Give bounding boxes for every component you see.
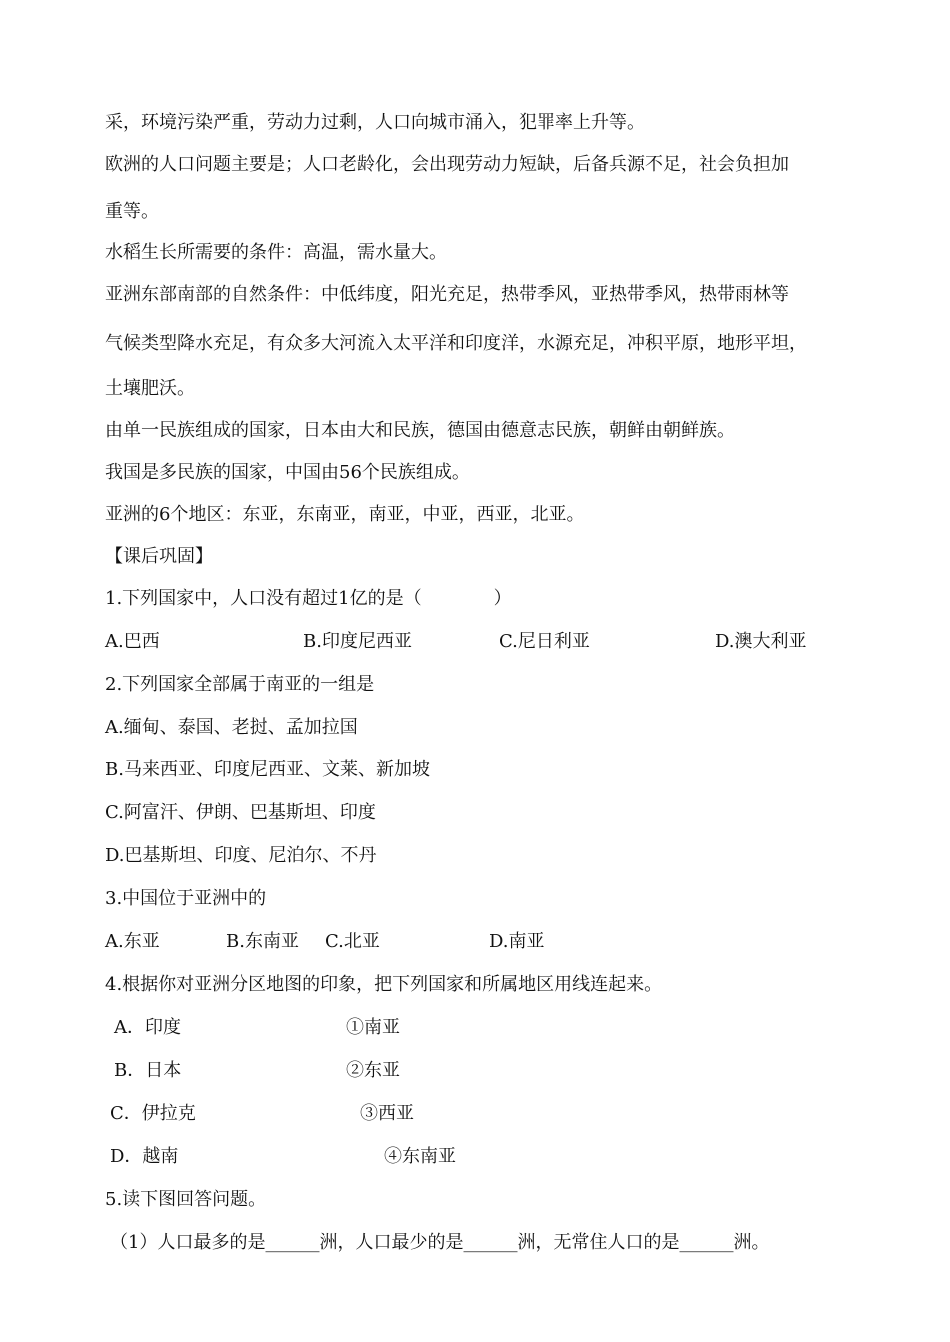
text-line-4: 水稻生长所需要的条件：高温，需水量大。	[105, 242, 447, 263]
q5-stem: 5.读下图回答问题。	[105, 1189, 267, 1210]
q4-country-a: A．印度	[114, 1017, 181, 1038]
q2-option-a: A.缅甸、泰国、老挝、孟加拉国	[105, 717, 358, 738]
text-line-7: 土壤肥沃。	[105, 378, 195, 399]
q3-stem: 3.中国位于亚洲中的	[105, 888, 267, 909]
q1-option-a: A.巴西	[105, 631, 160, 652]
q1-option-b: B.印度尼西亚	[303, 631, 412, 652]
q1-option-c: C.尼日利亚	[499, 631, 590, 652]
q4-region-3: ③西亚	[360, 1103, 414, 1124]
q2-option-c: C.阿富汗、伊朗、巴基斯坦、印度	[105, 802, 376, 823]
q3-option-b: B.东南亚	[226, 931, 299, 952]
q4-region-4: ④东南亚	[384, 1146, 456, 1167]
q1-stem: 1.下列国家中，人口没有超过1亿的是（ ）	[105, 588, 512, 609]
q2-option-d: D.巴基斯坦、印度、尼泊尔、不丹	[105, 845, 377, 866]
q2-stem: 2.下列国家全部属于南亚的一组是	[105, 674, 375, 695]
q3-option-c: C.北亚	[325, 931, 380, 952]
q2-option-b: B.马来西亚、印度尼西亚、文莱、新加坡	[105, 759, 430, 780]
q3-option-d: D.南亚	[489, 931, 545, 952]
q1-option-d: D.澳大利亚	[715, 631, 807, 652]
q4-country-c: C．伊拉克	[110, 1103, 196, 1124]
text-line-10: 亚洲的6个地区：东亚，东南亚，南亚，中亚，西亚，北亚。	[105, 504, 585, 525]
text-line-6: 气候类型降水充足，有众多大河流入太平洋和印度洋，水源充足，冲积平原，地形平坦，	[105, 333, 807, 354]
q4-region-1: ①南亚	[346, 1017, 400, 1038]
q4-country-d: D．越南	[110, 1146, 179, 1167]
text-line-8: 由单一民族组成的国家，日本由大和民族，德国由德意志民族，朝鲜由朝鲜族。	[105, 420, 735, 441]
section-heading: 【课后巩固】	[105, 546, 213, 567]
text-line-2: 欧洲的人口问题主要是；人口老龄化，会出现劳动力短缺，后备兵源不足，社会负担加	[105, 154, 789, 175]
q4-country-b: B．日本	[114, 1060, 182, 1081]
q4-region-2: ②东亚	[346, 1060, 400, 1081]
text-line-5: 亚洲东部南部的自然条件：中低纬度，阳光充足，热带季风，亚热带季风，热带雨林等	[105, 284, 789, 305]
q5-sub1: （1）人口最多的是______洲，人口最少的是______洲，无常住人口的是______洲。	[110, 1232, 770, 1253]
text-line-1: 采，环境污染严重，劳动力过剩，人口向城市涌入，犯罪率上升等。	[105, 112, 645, 133]
text-line-3: 重等。	[105, 201, 159, 222]
q4-stem: 4.根据你对亚洲分区地图的印象，把下列国家和所属地区用线连起来。	[105, 974, 663, 995]
q3-option-a: A.东亚	[105, 931, 160, 952]
text-line-9: 我国是多民族的国家，中国由56个民族组成。	[105, 462, 470, 483]
